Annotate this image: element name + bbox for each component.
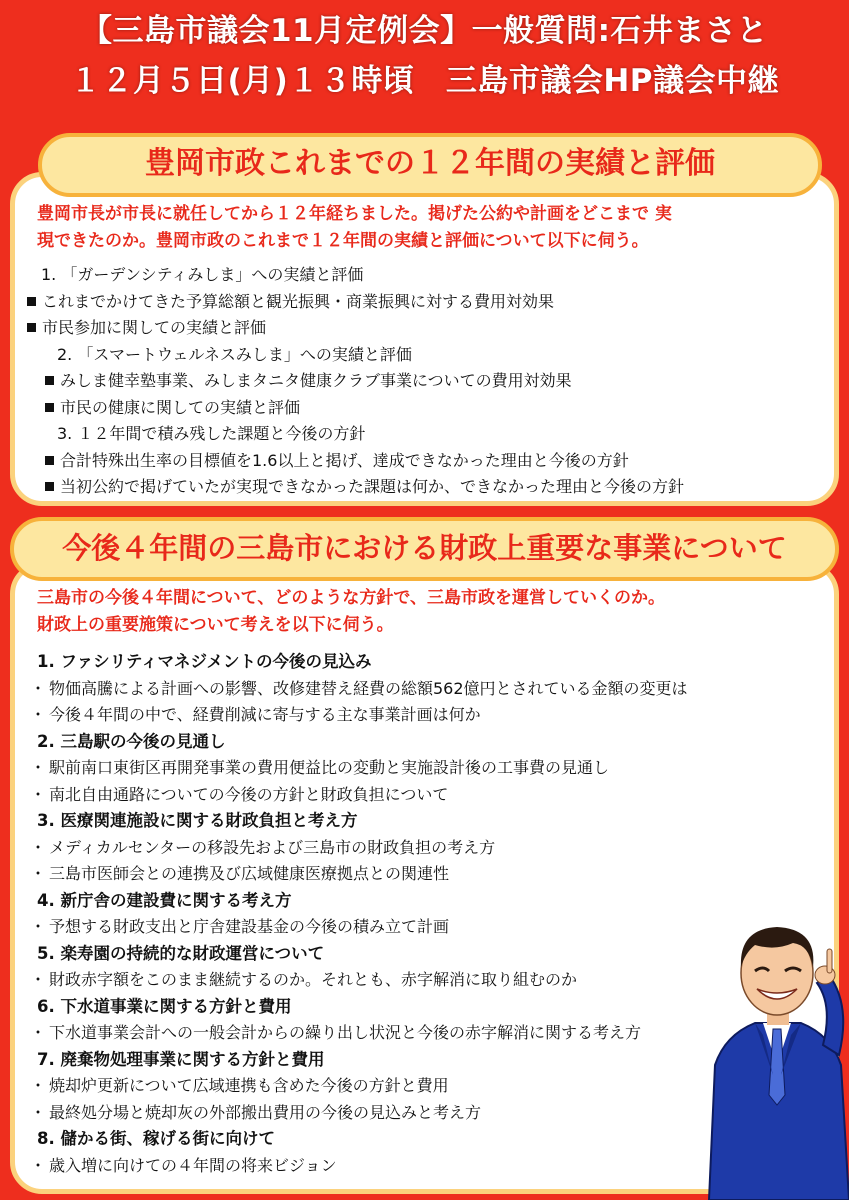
middle-dot-bullet-icon: ・ — [29, 864, 46, 883]
section1-title-text: 豊岡市政これまでの１２年間の実績と評価 — [145, 146, 715, 181]
section1-intro-line: 現できたのか。豊岡市政のこれまで１２年間の実績と評価について以下に伺う。 — [37, 231, 649, 251]
list-item: 2. 三島駅の今後の見通し — [37, 731, 226, 751]
middle-dot-bullet-icon: ・ — [29, 917, 46, 936]
list-item: ・ 三島市医師会との連携及び広域健康医療拠点との関連性 — [27, 861, 688, 888]
middle-dot-bullet-icon: ・ — [29, 678, 46, 698]
section1-title — [38, 133, 822, 197]
section2-list — [27, 649, 688, 1179]
section1-panel — [10, 172, 839, 506]
section1-list — [27, 262, 684, 501]
middle-dot-bullet-icon: ・ — [29, 970, 46, 989]
list-item: 5. 楽寿園の持続的な財政運営について — [37, 943, 325, 963]
list-item: 6. 下水道事業に関する方針と費用 — [37, 996, 292, 1016]
square-bullet-icon — [45, 456, 54, 465]
middle-dot-bullet-icon: ・ — [29, 784, 46, 804]
middle-dot-bullet-icon: ・ — [29, 758, 46, 777]
section2-intro-line: 財政上の重要施策について考えを以下に伺う。 — [37, 615, 394, 635]
list-item: 8. 儲かる街、稼げる街に向けて — [37, 1129, 275, 1148]
list-item: ・ メディカルセンターの移設先および三島市の財政負担の考え方 — [27, 835, 688, 862]
list-item: ・ 駅前南口東街区再開発事業の費用便益比の変動と実施設計後の工事費の見通し — [27, 755, 688, 782]
square-bullet-icon — [45, 403, 54, 412]
header-line-2: １２月５日(月)１３時頃 三島市議会HP議会中継 — [70, 63, 779, 99]
section1-intro — [37, 201, 672, 255]
list-item: ・ 焼却炉更新について広域連携も含めた今後の方針と費用 — [27, 1073, 688, 1100]
list-item: ・ 最終処分場と焼却灰の外部搬出費用の今後の見込みと考え方 — [27, 1100, 688, 1127]
list-item: 1. ファシリティマネジメントの今後の見込み — [37, 652, 372, 671]
list-item: ・ 予想する財政支出と庁舎建設基金の今後の積み立て計画 — [27, 914, 688, 941]
square-bullet-icon — [45, 376, 54, 385]
list-item: 2. 「スマートウェルネスみしま」への実績と評価 — [41, 344, 412, 364]
list-item: 合計特殊出生率の目標値を1.6以上と掲げ、達成できなかった理由と今後の方針 — [27, 448, 684, 475]
middle-dot-bullet-icon: ・ — [29, 1102, 46, 1122]
square-bullet-icon — [45, 482, 54, 491]
list-item: ・ 歳入増に向けての４年間の将来ビジョン — [27, 1153, 688, 1180]
list-item: みしま健幸塾事業、みしまタニタ健康クラブ事業についての費用対効果 — [27, 368, 684, 395]
middle-dot-bullet-icon: ・ — [29, 705, 46, 724]
list-item: ・ 下水道事業会計への一般会計からの繰り出し状況と今後の赤字解消に関する考え方 — [27, 1020, 688, 1047]
section2-title-text: 今後４年間の三島市における財政上重要な事業について — [62, 531, 787, 565]
section1-intro-line: 豊岡市長が市長に就任してから１２年経ちました。掲げた公約や計画をどこまで 実 — [37, 204, 672, 224]
list-item: ・ 今後４年間の中で、経費削減に寄与する主な事業計画は何か — [27, 702, 688, 729]
section2-intro — [37, 585, 665, 639]
middle-dot-bullet-icon: ・ — [29, 1076, 46, 1095]
list-item: 3. 医療関連施設に関する財政負担と考え方 — [37, 811, 358, 830]
list-item: ・ 南北自由通路についての今後の方針と財政負担について — [27, 782, 688, 809]
list-item: 当初公約で掲げていたが実現できなかった課題は何か、できなかった理由と今後の方針 — [27, 474, 684, 501]
middle-dot-bullet-icon: ・ — [29, 1155, 46, 1175]
header — [0, 6, 849, 106]
header-line-1: 【三島市議会11月定例会】一般質問:石井まさと — [80, 13, 769, 49]
square-bullet-icon — [27, 323, 36, 332]
section2-intro-line: 三島市の今後４年間について、どのような方針で、三島市政を運営していくのか。 — [37, 588, 665, 608]
square-bullet-icon — [27, 297, 36, 306]
list-item: 4. 新庁舎の建設費に関する考え方 — [37, 890, 292, 910]
caricature-illustration — [705, 905, 849, 1200]
list-item: 7. 廃棄物処理事業に関する方針と費用 — [37, 1049, 325, 1069]
section2-title — [10, 517, 839, 581]
list-item: 市民参加に関しての実績と評価 — [27, 315, 684, 342]
list-item: ・ 物価高騰による計画への影響、改修建替え経費の総額562億円とされている金額の変更は — [27, 676, 688, 703]
list-item: 3. １２年間で積み残した課題と今後の方針 — [41, 424, 366, 443]
middle-dot-bullet-icon: ・ — [29, 1023, 46, 1042]
list-item: 市民の健康に関しての実績と評価 — [27, 395, 684, 422]
list-item: ・ 財政赤字額をこのまま継続するのか。それとも、赤字解消に取り組むのか — [27, 967, 688, 994]
list-item: これまでかけてきた予算総額と観光振興・商業振興に対する費用対効果 — [27, 289, 684, 316]
middle-dot-bullet-icon: ・ — [29, 837, 46, 857]
list-item: 1. 「ガーデンシティみしま」への実績と評価 — [41, 265, 364, 284]
